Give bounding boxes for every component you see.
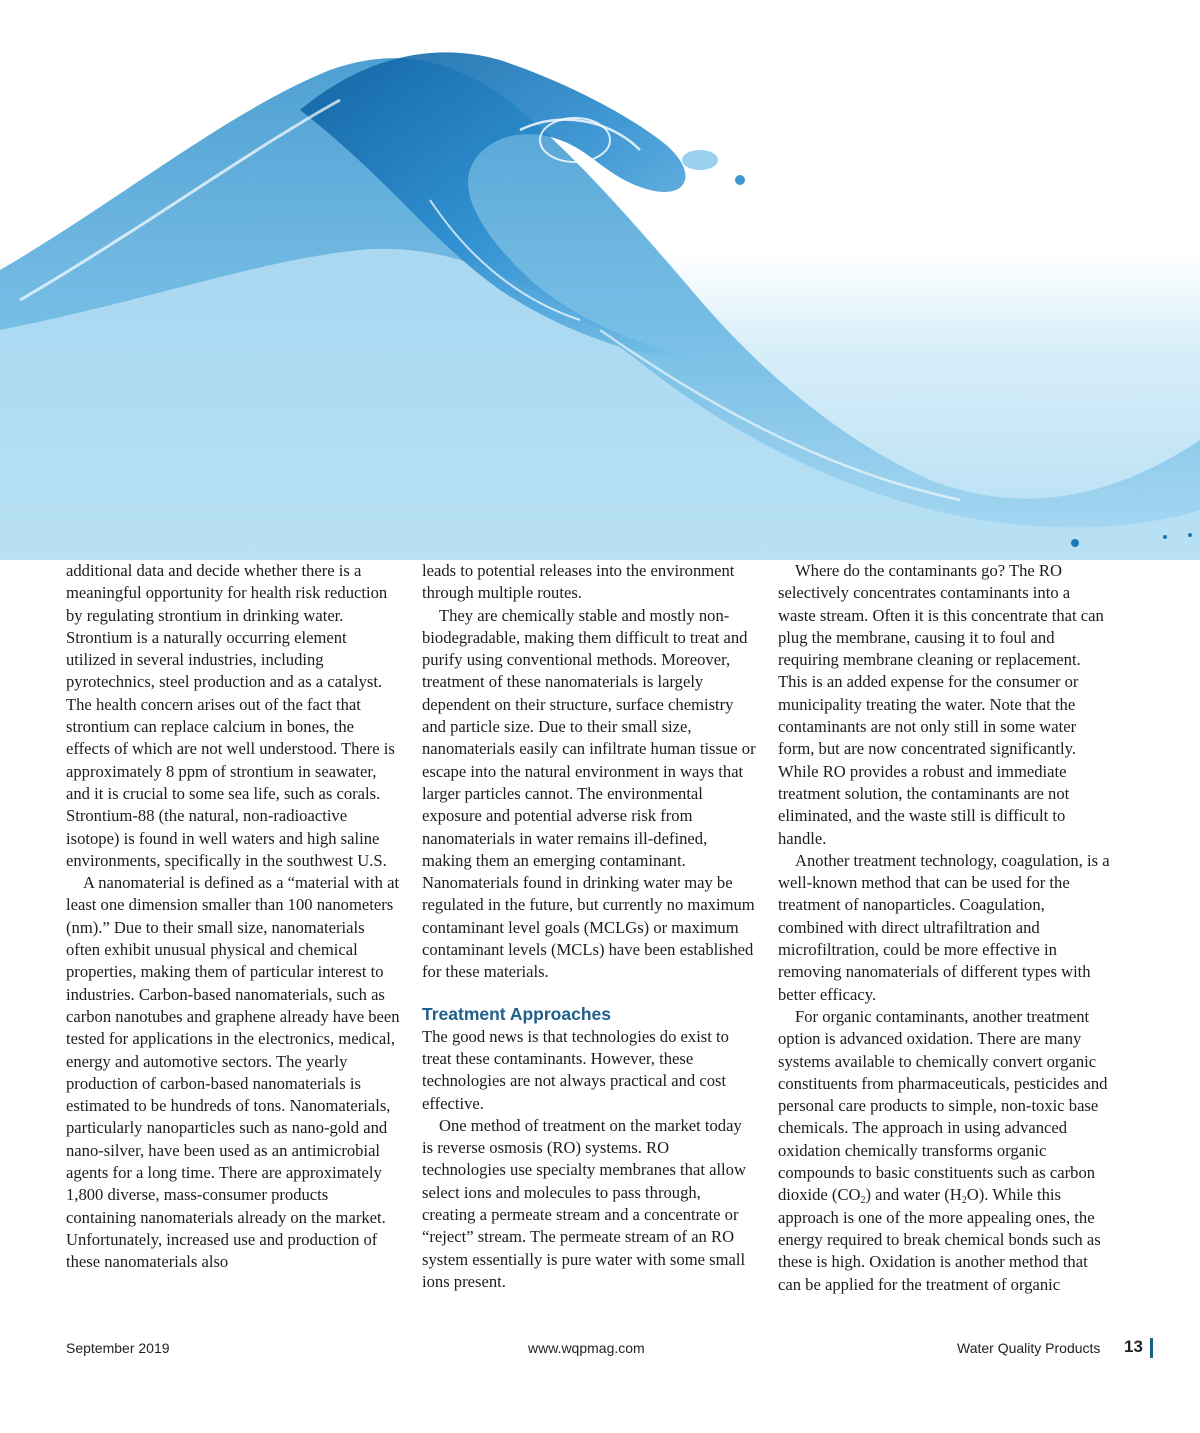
subscript: 2 [860, 1195, 866, 1207]
hero-water-image [0, 0, 1200, 560]
page-number: 13 [1124, 1337, 1143, 1356]
text-column-2 [422, 560, 756, 1293]
section-heading: Treatment Approaches [422, 1003, 611, 1024]
paragraph [778, 1006, 1112, 1296]
subscript: 2 [961, 1195, 967, 1207]
water-wave-illustration [0, 0, 1200, 560]
text-column-3 [778, 560, 1112, 1296]
paragraph: additional data and decide whether there is a meaningful opportunity for health risk reduction by regulating strontium in drinking water. Strontium is a naturally occurring element utilized in several industries, including pyrotechnics, steel production and as a catalyst. The health concern arises out of the fact that strontium can replace calcium in bones, the effects of which are not well understood. There is approximately 8 ppm of strontium in seawater, and it is crucial to some sea life, such as corals. Strontium-88 (the natural, non-radioactive isotope) is found in well waters and high saline environments, specifically in the southwest U.S. [66, 561, 395, 870]
paragraph: One method of treatment on the market today is reverse osmosis (RO) systems. RO technologies use specialty membranes that allow select ions and molecules to pass through, creating a permeate stream and a concentrate or “reject” stream. The permeate stream of an RO system essentially is pure water with some small ions present. [422, 1115, 746, 1291]
paragraph: Where do the contaminants go? The RO selectively concentrates contaminants into a waste stream. Often it is this concentrate that can plug the membrane, causing it to foul and requiring membrane cleaning or replacement. This is an added expense for the consumer or municipality treating the water. Note that the contaminants are not only still in some water form, but are now concentrated significantly. While RO provides a robust and immediate treatment solution, the contaminants are not eliminated, and the waste still is difficult to handle. [778, 561, 1104, 848]
paragraph: The good news is that technologies do exist to treat these contaminants. However, these technologies are not always practical and cost effective. [422, 1026, 729, 1113]
text-column-1 [66, 560, 400, 1274]
page-footer [0, 1338, 1200, 1360]
text-run: For organic contaminants, another treatment option is advanced oxidation. There are many systems available to chemically convert organic constituents from pharmaceuticals, pesticides and personal care products to simple, non-toxic base chemicals. The approach in using advanced oxidation chemically transforms organic compounds to basic constituents such as carbon dioxide (CO [778, 1006, 1108, 1205]
paragraph: Another treatment technology, coagulation, is a well-known method that can be used for the treatment of nanoparticles. Coagulation, combined with direct ultrafiltration and microfiltration, could be more effective in removing nanomaterials of different types with better efficacy. [778, 850, 1110, 1004]
text-run: O). While this approach is one of the more appealing ones, the energy required to break chemical bonds such as these is high. Oxidation is another method that can be applied for the treatment of organic [778, 1185, 1101, 1294]
accent-bar [1150, 1338, 1153, 1358]
paragraph: leads to potential releases into the environment through multiple routes. [422, 561, 735, 603]
paragraph: A nanomaterial is defined as a “material with at least one dimension smaller than 100 nanometers (nm).” Due to their small size, nanomaterials often exhibit unusual physical and chemical properties, making them of particular interest to industries. Carbon-based nanomaterials, such as carbon nanotubes and graphene already have been tested for applications in the electronics, medical, energy and automotive sectors. The yearly production of carbon-based nanomaterials is estimated to be hundreds of tons. Nanomaterials, particularly nanoparticles such as nano-gold and nano-silver, have been used as an antimicrobial agents for a long time. There are approximately 1,800 diverse, mass-consumer products containing nanomaterials already on the market. Unfortunately, increased use and production of these nanomaterials also [66, 873, 400, 1272]
paragraph: They are chemically stable and mostly non-biodegradable, making them difficult to treat and purify using conventional methods. Moreover, treatment of these nanomaterials is largely dependent on their structure, surface chemistry and particle size. Due to their small size, nanomaterials easily can infiltrate human tissue or escape into the natural environment in ways that larger particles cannot. The environmental exposure and potential adverse risk from nanomaterials in water remains ill-defined, making them an emerging contaminant. Nanomaterials found in drinking water may be regulated in the future, but currently no maximum contaminant level goals (MCLGs) or maximum contaminant levels (MCLs) have been established for these materials. [422, 605, 756, 982]
website-link[interactable]: www.wqpmag.com [528, 1340, 645, 1356]
issue-date: September 2019 [66, 1340, 170, 1356]
text-run: ) and water (H [865, 1185, 962, 1205]
publication-name: Water Quality Products [957, 1340, 1101, 1356]
